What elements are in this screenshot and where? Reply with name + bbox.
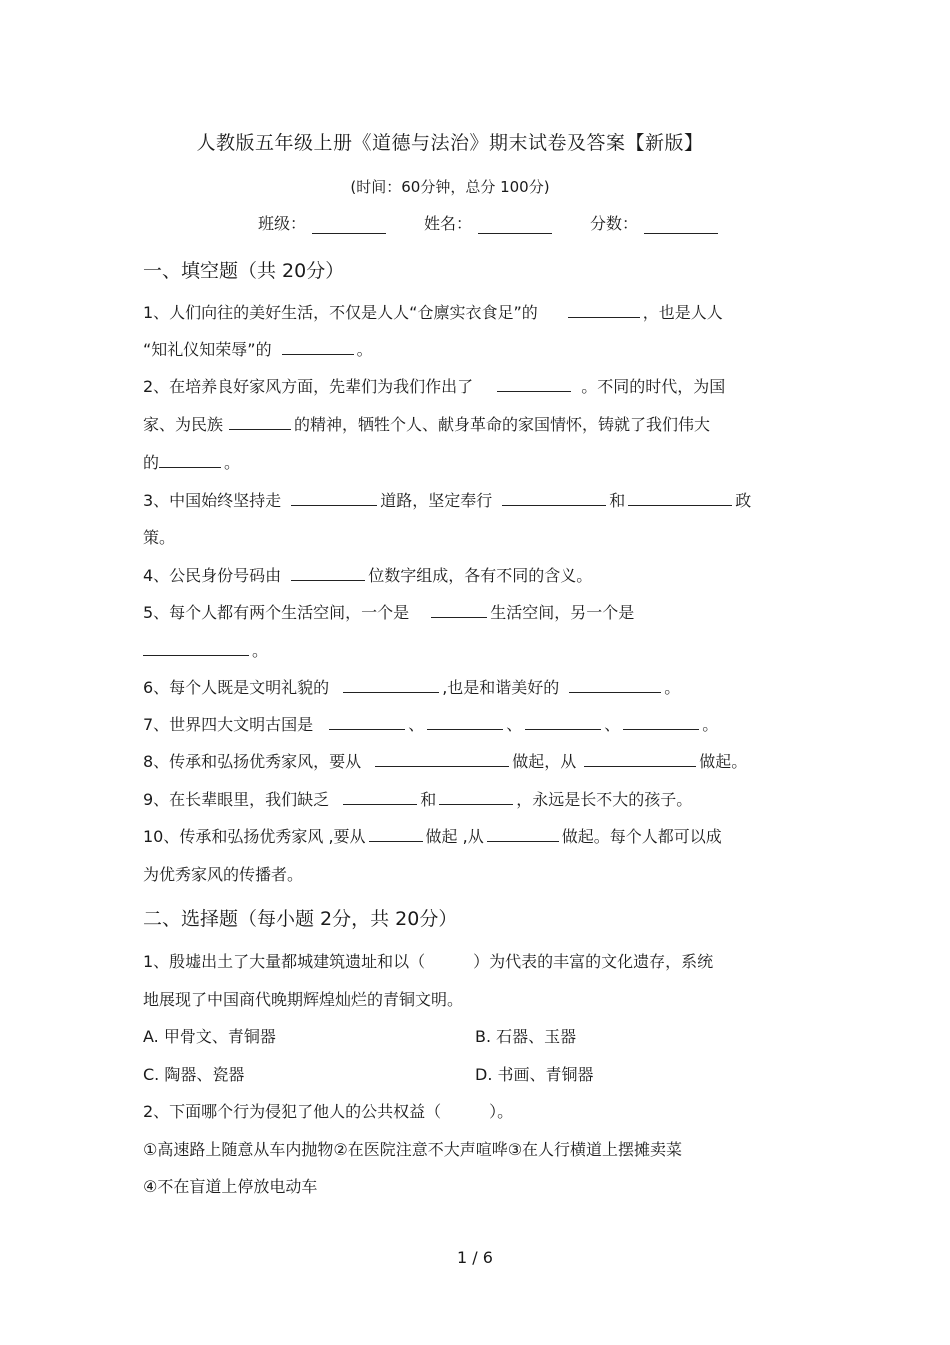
mc-question-2-line-2: ①高速路上随意从车内抛物②在医院注意不大声喧哗③在人行横道上摆摊卖菜 bbox=[143, 1140, 683, 1159]
question-text: ，也是人人 bbox=[642, 303, 723, 322]
mc-option-c[interactable]: C. 陶器、瓷器 bbox=[143, 1065, 245, 1084]
question-text: 的精神，牺牲个人、献身革命的家国情怀，铸就了我们伟大 bbox=[294, 415, 711, 434]
answer-blank[interactable] bbox=[525, 714, 601, 730]
question-10-line-1 bbox=[143, 824, 722, 847]
name-blank[interactable] bbox=[478, 217, 552, 234]
score-label: 分数： bbox=[590, 214, 639, 233]
answer-blank[interactable] bbox=[369, 826, 423, 842]
answer-blank[interactable] bbox=[427, 714, 503, 730]
question-text: 做起。 bbox=[699, 752, 748, 771]
answer-blank[interactable] bbox=[502, 490, 606, 506]
class-blank[interactable] bbox=[312, 217, 386, 234]
question-text: 。 bbox=[702, 715, 719, 734]
answer-blank[interactable] bbox=[229, 414, 291, 430]
answer-blank[interactable] bbox=[623, 714, 699, 730]
question-text: “知礼仪知荣辱”的 bbox=[143, 340, 272, 359]
question-text: 做起。每个人都可以成 bbox=[561, 827, 722, 846]
question-text: 。 bbox=[252, 641, 269, 660]
mc-option-b[interactable]: B. 石器、玉器 bbox=[475, 1027, 577, 1046]
answer-blank[interactable] bbox=[343, 789, 417, 805]
answer-blank[interactable] bbox=[291, 490, 377, 506]
separator: 、 bbox=[408, 715, 425, 734]
exam-time-info: (时间：60分钟，总分 100分) bbox=[350, 178, 550, 196]
question-text: 和 bbox=[609, 491, 626, 510]
question-text: ，永远是长不大的孩子。 bbox=[516, 790, 693, 809]
score-field bbox=[590, 211, 718, 234]
answer-blank[interactable] bbox=[159, 452, 221, 468]
question-text: 7、世界四大文明古国是 bbox=[143, 715, 314, 734]
question-4 bbox=[143, 563, 592, 586]
question-text: 家、为民族 bbox=[143, 415, 224, 434]
answer-blank[interactable] bbox=[628, 490, 732, 506]
name-field bbox=[424, 211, 552, 234]
answer-blank[interactable] bbox=[487, 826, 559, 842]
question-5-line-2 bbox=[143, 638, 268, 661]
answer-blank[interactable] bbox=[569, 677, 661, 693]
question-9 bbox=[143, 787, 692, 810]
question-text: 。 bbox=[224, 453, 241, 472]
question-text: 5、每个人都有两个生活空间，一个是 bbox=[143, 603, 410, 622]
question-text: 。不同的时代，为国 bbox=[581, 377, 726, 396]
mc-question-1-line-1: 1、殷墟出土了大量都城建筑遗址和以（ ）为代表的丰富的文化遗存，系统 bbox=[143, 952, 714, 971]
name-label: 姓名： bbox=[424, 214, 473, 233]
question-text: 生活空间，另一个是 bbox=[490, 603, 635, 622]
page-number: 1 / 6 bbox=[457, 1248, 493, 1267]
answer-blank[interactable] bbox=[439, 789, 513, 805]
section-heading-multiple-choice: 二、选择题（每小题 2分，共 20分） bbox=[143, 908, 458, 930]
separator: 、 bbox=[506, 715, 523, 734]
mc-question-2-line-3: ④不在盲道上停放电动车 bbox=[143, 1177, 318, 1196]
question-10-line-2: 为优秀家风的传播者。 bbox=[143, 865, 304, 884]
separator: 、 bbox=[604, 715, 621, 734]
mc-option-d[interactable]: D. 书画、青铜器 bbox=[475, 1065, 594, 1084]
question-text: 1、人们向往的美好生活，不仅是人人“仓廪实衣食足”的 bbox=[143, 303, 538, 322]
question-8 bbox=[143, 749, 747, 772]
answer-blank[interactable] bbox=[497, 376, 571, 392]
question-text: 6、每个人既是文明礼貌的 bbox=[143, 678, 330, 697]
score-blank[interactable] bbox=[644, 217, 718, 234]
answer-blank[interactable] bbox=[282, 339, 354, 355]
class-field bbox=[258, 211, 386, 234]
page-title: 人教版五年级上册《道德与法治》期末试卷及答案【新版】 bbox=[196, 132, 704, 154]
answer-blank[interactable] bbox=[343, 677, 439, 693]
question-text: 政 bbox=[735, 491, 752, 510]
class-label: 班级： bbox=[258, 214, 307, 233]
question-text: 9、在长辈眼里，我们缺乏 bbox=[143, 790, 330, 809]
question-text: ,也是和谐美好的 bbox=[442, 678, 560, 697]
question-text: 4、公民身份号码由 bbox=[143, 566, 282, 585]
question-2-line-2 bbox=[143, 412, 710, 435]
question-7 bbox=[143, 712, 718, 735]
question-3-line-1 bbox=[143, 488, 751, 511]
question-text: 。 bbox=[664, 678, 681, 697]
question-text: 做起 ,从 bbox=[425, 827, 484, 846]
question-1-line-1 bbox=[143, 300, 723, 323]
section-heading-fill-in: 一、填空题（共 20分） bbox=[143, 260, 345, 282]
question-2-line-3 bbox=[143, 450, 240, 473]
question-text: 。 bbox=[356, 340, 373, 359]
question-text: 10、传承和弘扬优秀家风 ,要从 bbox=[143, 827, 366, 846]
question-3-line-2: 策。 bbox=[143, 528, 176, 547]
question-text: 和 bbox=[420, 790, 437, 809]
question-text: 做起，从 bbox=[512, 752, 577, 771]
question-text: 2、在培养良好家风方面，先辈们为我们作出了 bbox=[143, 377, 474, 396]
mc-question-2-line-1: 2、下面哪个行为侵犯了他人的公共权益（ ）。 bbox=[143, 1102, 514, 1121]
question-text: 位数字组成，各有不同的含义。 bbox=[368, 566, 593, 585]
answer-blank[interactable] bbox=[584, 751, 696, 767]
question-1-line-2 bbox=[143, 337, 373, 360]
question-6 bbox=[143, 675, 680, 698]
answer-blank[interactable] bbox=[431, 602, 487, 618]
question-5-line-1 bbox=[143, 600, 634, 623]
mc-question-1-line-2: 地展现了中国商代晚期辉煌灿烂的青铜文明。 bbox=[143, 990, 464, 1009]
question-2-line-1 bbox=[143, 374, 725, 397]
question-text: 8、传承和弘扬优秀家风，要从 bbox=[143, 752, 362, 771]
question-text: 的 bbox=[143, 453, 160, 472]
mc-option-a[interactable]: A. 甲骨文、青铜器 bbox=[143, 1027, 276, 1046]
question-text: 道路，坚定奉行 bbox=[380, 491, 493, 510]
question-text: 3、中国始终坚持走 bbox=[143, 491, 282, 510]
student-info-row bbox=[258, 211, 718, 234]
answer-blank[interactable] bbox=[329, 714, 405, 730]
answer-blank[interactable] bbox=[375, 751, 509, 767]
answer-blank[interactable] bbox=[568, 302, 640, 318]
answer-blank[interactable] bbox=[291, 565, 365, 581]
answer-blank[interactable] bbox=[143, 640, 249, 656]
